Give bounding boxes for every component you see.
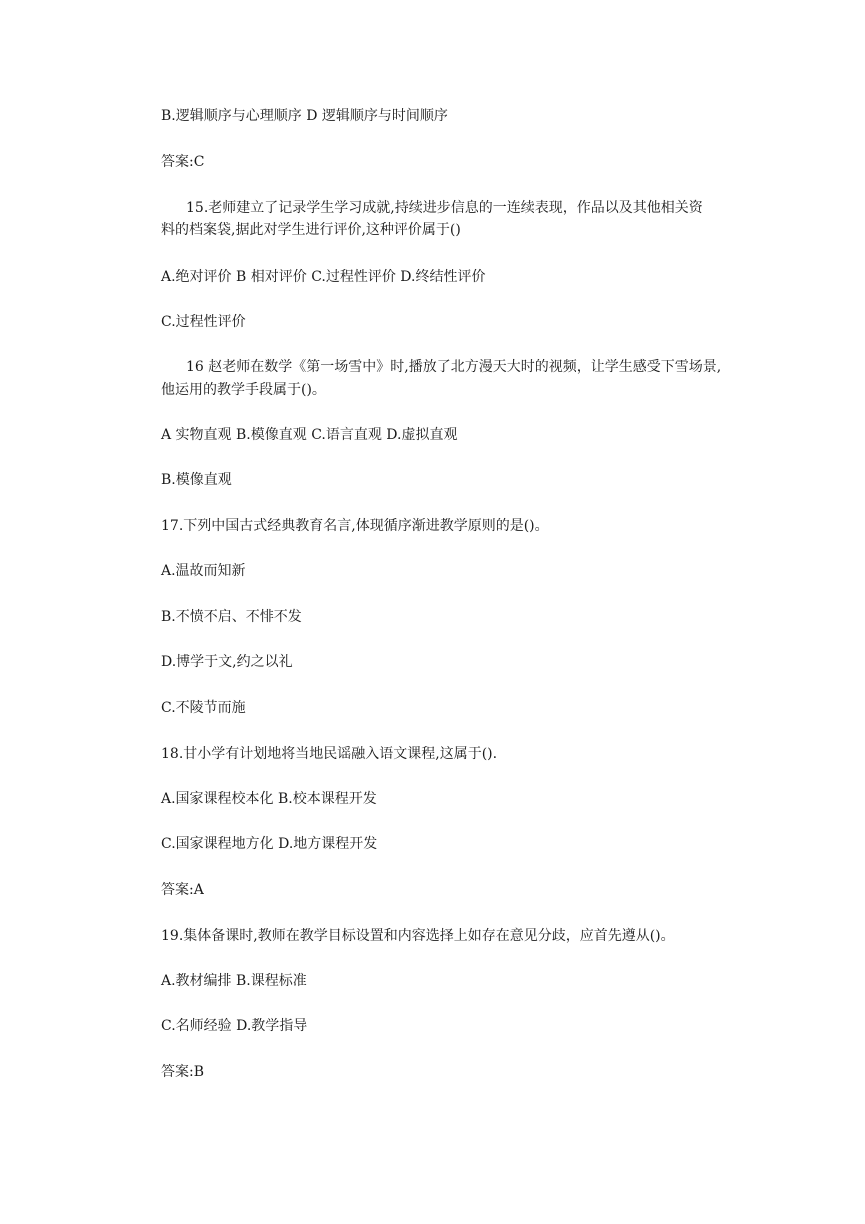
question-17-option-c: C.不陵节而施 <box>161 700 246 716</box>
question-19-options-cd: C.名师经验 D.教学指导 <box>161 1018 308 1034</box>
question-16-options: A 实物直观 B.模像直观 C.语言直观 D.虚拟直观 <box>161 427 458 443</box>
question-15-answer: C.过程性评价 <box>161 314 246 330</box>
question-18-options-cd: C.国家课程地方化 D.地方课程开发 <box>161 836 378 852</box>
question-15-line-1: 15.老师建立了记录学生学习成就,持续进步信息的一连续表现，作品以及其他相关资 <box>186 200 703 216</box>
option-line-prev: B.逻辑顺序与心理顺序 D 逻辑顺序与时间顺序 <box>161 108 448 124</box>
answer-prev: 答案:C <box>161 154 205 170</box>
question-18-options-ab: A.国家课程校本化 B.校本课程开发 <box>161 791 377 807</box>
question-16-line-2: 他运用的教学手段属于()。 <box>161 382 326 398</box>
question-17: 17.下列中国古式经典教育名言,体现循序渐进教学原则的是()。 <box>161 518 549 534</box>
question-19-answer: 答案:B <box>161 1064 205 1080</box>
question-16-line-1: 16 赵老师在数学《第一场雪中》时,播放了北方漫天大时的视频，让学生感受下雪场景, <box>186 359 722 375</box>
question-17-option-b: B.不愤不启、不悱不发 <box>161 609 302 625</box>
question-15-options: A.绝对评价 B 相对评价 C.过程性评价 D.终结性评价 <box>161 269 486 285</box>
question-17-option-a: A.温故而知新 <box>161 563 246 579</box>
question-16-answer: B.模像直观 <box>161 472 232 488</box>
question-18: 18.甘小学有计划地将当地民谣融入语文课程,这属于(). <box>161 746 498 762</box>
question-15-line-2: 料的档案袋,据此对学生进行评价,这种评价属于() <box>161 222 461 238</box>
question-17-option-d: D.博学于文,约之以礼 <box>161 654 293 670</box>
question-18-answer: 答案:A <box>161 882 204 898</box>
question-19-options-ab: A.教材编排 B.课程标准 <box>161 973 307 989</box>
question-19: 19.集体备课时,教师在教学目标设置和内容选择上如存在意见分歧，应首先遵从()。 <box>161 928 675 944</box>
